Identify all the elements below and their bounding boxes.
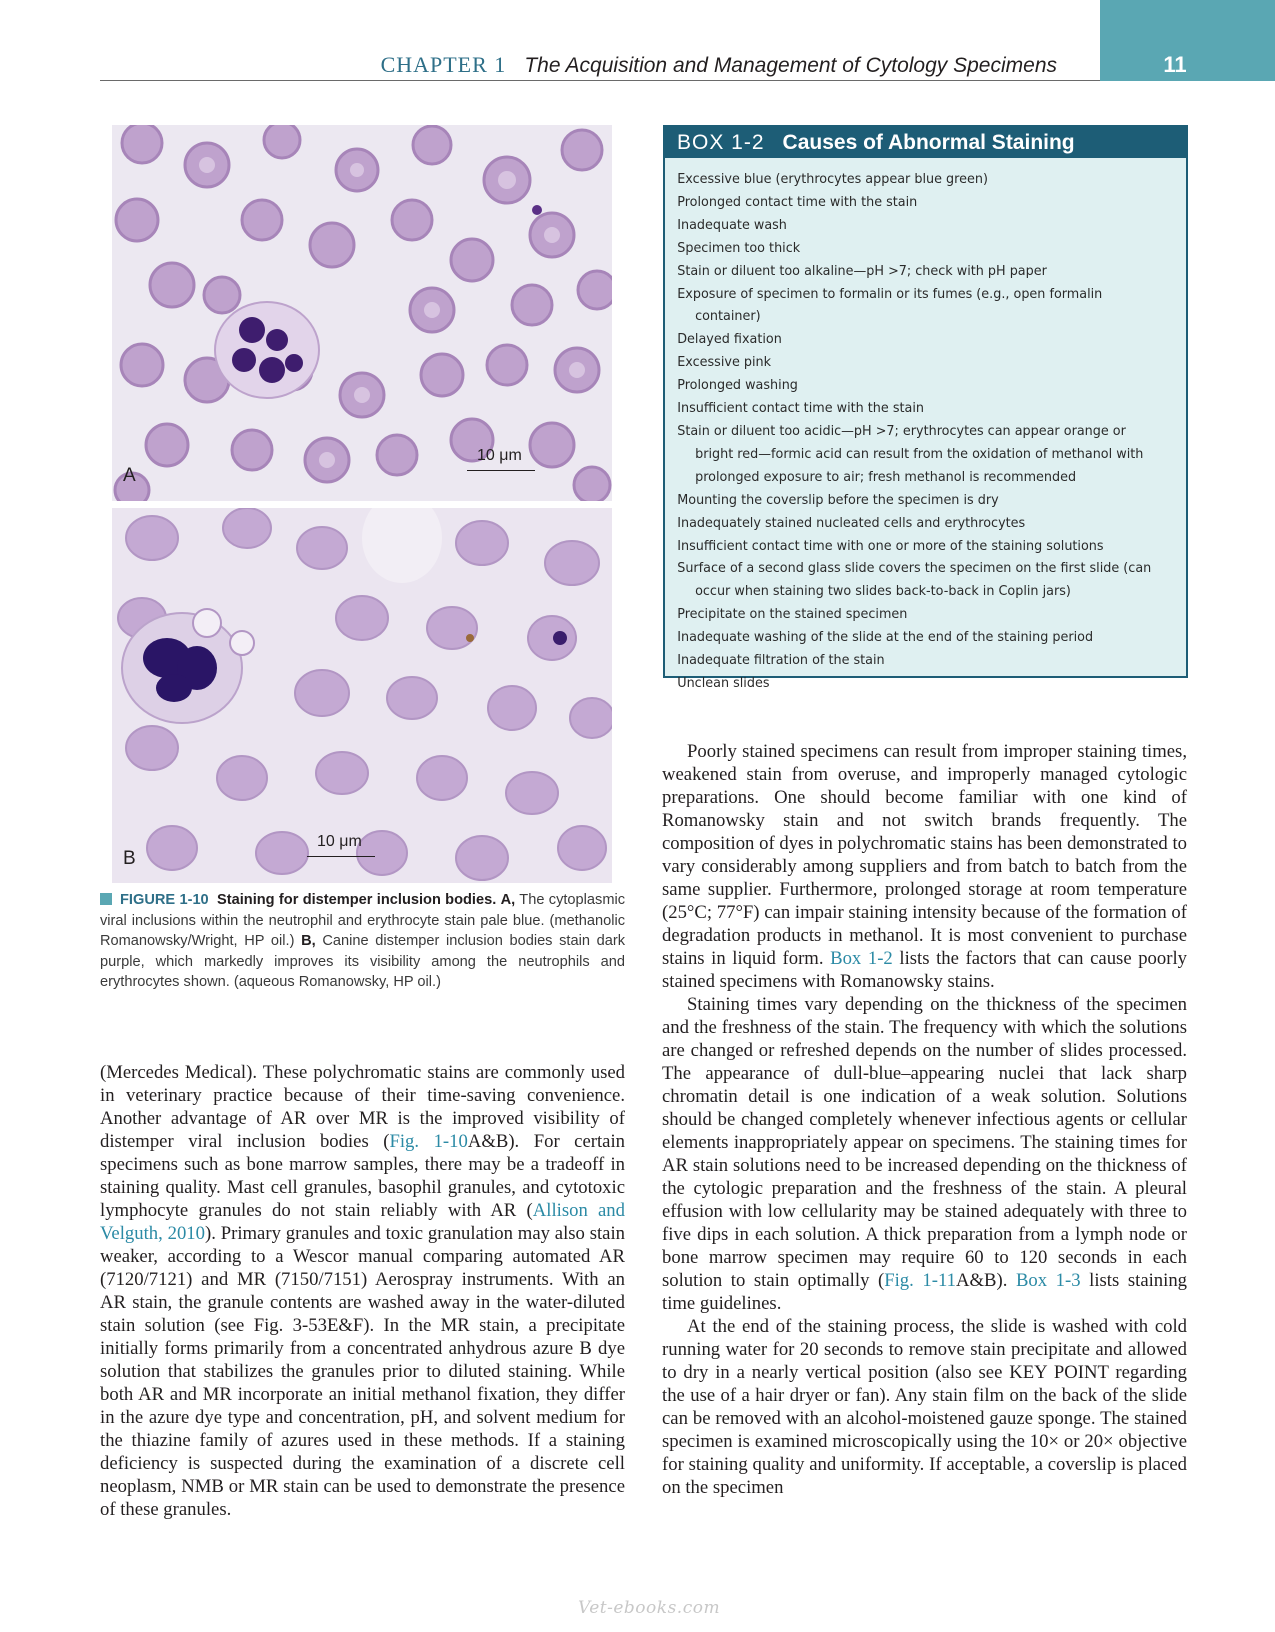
text-run: A&B). [955,1270,1016,1291]
right-paragraph-3: At the end of the staining process, the slide is washed with cold running water for 20 seconds to remove stain precipitate and allowed to dry in a nearly vertical position (also see KEY POINT regarding the use of a hair dryer or fan). Any stain film on the back of the slide can be removed with an alcohol-moistened gauze sponge. The stained specimen is examined microscopically using the 10× or 20× objective for staining quality and uniformity. If acceptable, a coverslip is placed on the specimen [662,1316,1187,1498]
list-item: Delayed fixation [677,331,782,348]
text-run: A&B). For certain specimens such as bone marrow samples, there may be a tradeoff in staining quality. Mast cell granules, basophil granules, and cytotoxic lymphocyte granules do not stain reliably with AR ( [100,1131,626,1221]
caption-part-b-label: B, [301,933,316,949]
list-item: Surface of a second glass slide covers the specimen on the first slide (can occur when staining two slides back-to-back in Coplin jars) [677,560,1152,600]
list-item: Insufficient contact time with the stain [677,400,924,417]
list-item: Insufficient contact time with one or more of the staining solutions [677,537,1104,554]
list-item: Excessive blue (erythrocytes appear blue green) [677,171,988,187]
figure-link[interactable]: Fig. 1-11 [884,1270,956,1291]
box-header [665,127,1186,158]
figure-title: Staining for distemper inclusion bodies. [217,892,497,908]
left-paragraph [100,1061,625,1521]
text-run: Poorly stained specimens can result from improper staining times, weakened stain from overuse, and improperly managed cytologic preparations. One should become familiar with one kind of Romanowsky stain and not switch brands frequently. The composition of dyes in polychromatic stains has been demonstrated to vary considerably among suppliers and from batch to batch from the same supplier. Furthermore, prolonged storage at room temperature (25°C; 77°F) can impair staining intensity because of the formation of degradation products in methanol. It is most convenient to purchase stains in liquid form. [662,741,1187,969]
caption-square-icon [100,893,112,905]
box-list [665,158,1175,695]
right-paragraph-1 [662,740,1187,993]
panel-a-letter: A [123,465,136,486]
list-item: Mounting the coverslip before the specimen is dry [677,491,999,508]
list-item: Specimen too thick [677,239,801,256]
panel-a-scale-bar [467,470,535,471]
citation-link[interactable]: Allison and Velguth, 2010 [100,1200,625,1244]
panel-b-scale-bar [307,856,375,857]
box-label: BOX 1-2 [677,131,765,154]
figure-link[interactable]: Fig. 1-10 [389,1131,468,1152]
list-item: Inadequately stained nucleated cells and erythrocytes [677,514,1026,531]
figure-caption [100,890,625,993]
caption-part-a-label: A, [500,892,516,908]
micrograph-b [112,508,612,883]
list-item: Inadequate wash [677,216,787,233]
left-column [100,1061,625,1521]
panel-a-scale-label: 10 μm [477,447,522,464]
list-item: Inadequate filtration of the stain [677,652,885,669]
figure-label: FIGURE 1-10 [120,892,209,908]
running-head [381,52,1057,78]
list-item: Exposure of specimen to formalin or its fumes (e.g., open formalin container) [677,285,1103,325]
box-link[interactable]: Box 1-3 [1015,1270,1081,1291]
chapter-label: CHAPTER 1 [380,52,507,77]
text-run: ). Primary granules and toxic granulation may also stain weaker, according to a Wescor manual comparing automated AR (7120/7121) and MR (7150/7151) Aerospray instruments. With an AR stain, the granule contents are washed away in the water-diluted stain solution (see Fig. 3-53E&F). In the MR stain, a precipitate initially forms primarily from a concentrated anhydrous azure B dye solution that stabilizes the granules prior to diluted staining. While both AR and MR incorporate an initial methanol fixation, they differ in the azure dye type and concentration, pH, and solvent medium for the thiazine family of azures used in these methods. If a staining deficiency is suspected during the examination of a discrete cell neoplasm, NMB or MR stain can be used to demonstrate the presence of these granules. [100,1223,625,1520]
text-run: Staining times vary depending on the thickness of the specimen and the freshness of the stain. The frequency with which the solutions are changed or refreshed depends on the number of slides processed. The appearance of dull-blue–appearing nuclei that lack sharp chromatin detail is one indication of a weak solution. Solutions should be changed completely whenever infectious agents or cellular elements inappropriately appear on specimens. The staining times for AR stain solutions need to be increased depending on the thickness of the cytologic preparation and the freshness of the stain. A pleural effusion with low cellularity may be stained adequately with three to five dips in each solution. A thick preparation from a lymph node or bone marrow specimen may require 60 to 120 seconds in each solution to stain optimally ( [662,994,1187,1291]
list-item: Stain or diluent too alkaline—pH >7; check with pH paper [677,262,1047,279]
header-rule [100,80,1100,81]
panel-b-letter: B [123,848,136,869]
text-run: lists staining time guidelines. [662,1270,1188,1314]
caption-part-a-text: The cytoplasmic viral inclusions within the neutrophil and erythrocyte stain pale blue. (methanolic Romanowsky/Wright, HP oil.) [100,892,626,949]
micrograph-a [112,125,612,501]
list-item: Excessive pink [677,354,772,371]
page-number: 11 [1163,52,1187,77]
box-causes-abnormal-staining [663,125,1188,691]
list-item: Inadequate washing of the slide at the end of the staining period [677,629,1094,646]
chapter-title: The Acquisition and Management of Cytology Specimens [524,54,1057,77]
text-run: (Mercedes Medical). These polychromatic stains are commonly used in veterinary practice because of their time-saving convenience. Another advantage of AR over MR is the improved visibility of distemper viral inclusion bodies ( [100,1062,625,1152]
list-item: Stain or diluent too acidic—pH >7; erythrocytes can appear orange or bright red—formic acid can result from the oxidation of methanol with prolonged exposure to air; fresh methanol is recommended [677,422,1144,485]
list-item: Prolonged contact time with the stain [677,193,918,210]
right-paragraph-2 [662,993,1187,1315]
box-link[interactable]: Box 1-2 [830,948,893,969]
box-title: Causes of Abnormal Staining [782,131,1075,154]
watermark: Vet-ebooks.com [578,1598,721,1618]
list-item: Unclean slides [677,674,770,691]
right-column [662,740,1187,1499]
caption-part-b-text: Canine distemper inclusion bodies stain dark purple, which markedly improves its visibility among the neutrophils and erythrocytes shown. (aqueous Romanowsky, HP oil.) [100,933,626,990]
list-item: Precipitate on the stained specimen [677,606,908,623]
text-run: lists the factors that can cause poorly stained specimens with Romanowsky stains. [662,948,1188,992]
panel-b-scale-label: 10 μm [317,833,362,850]
list-item: Prolonged washing [677,377,798,394]
